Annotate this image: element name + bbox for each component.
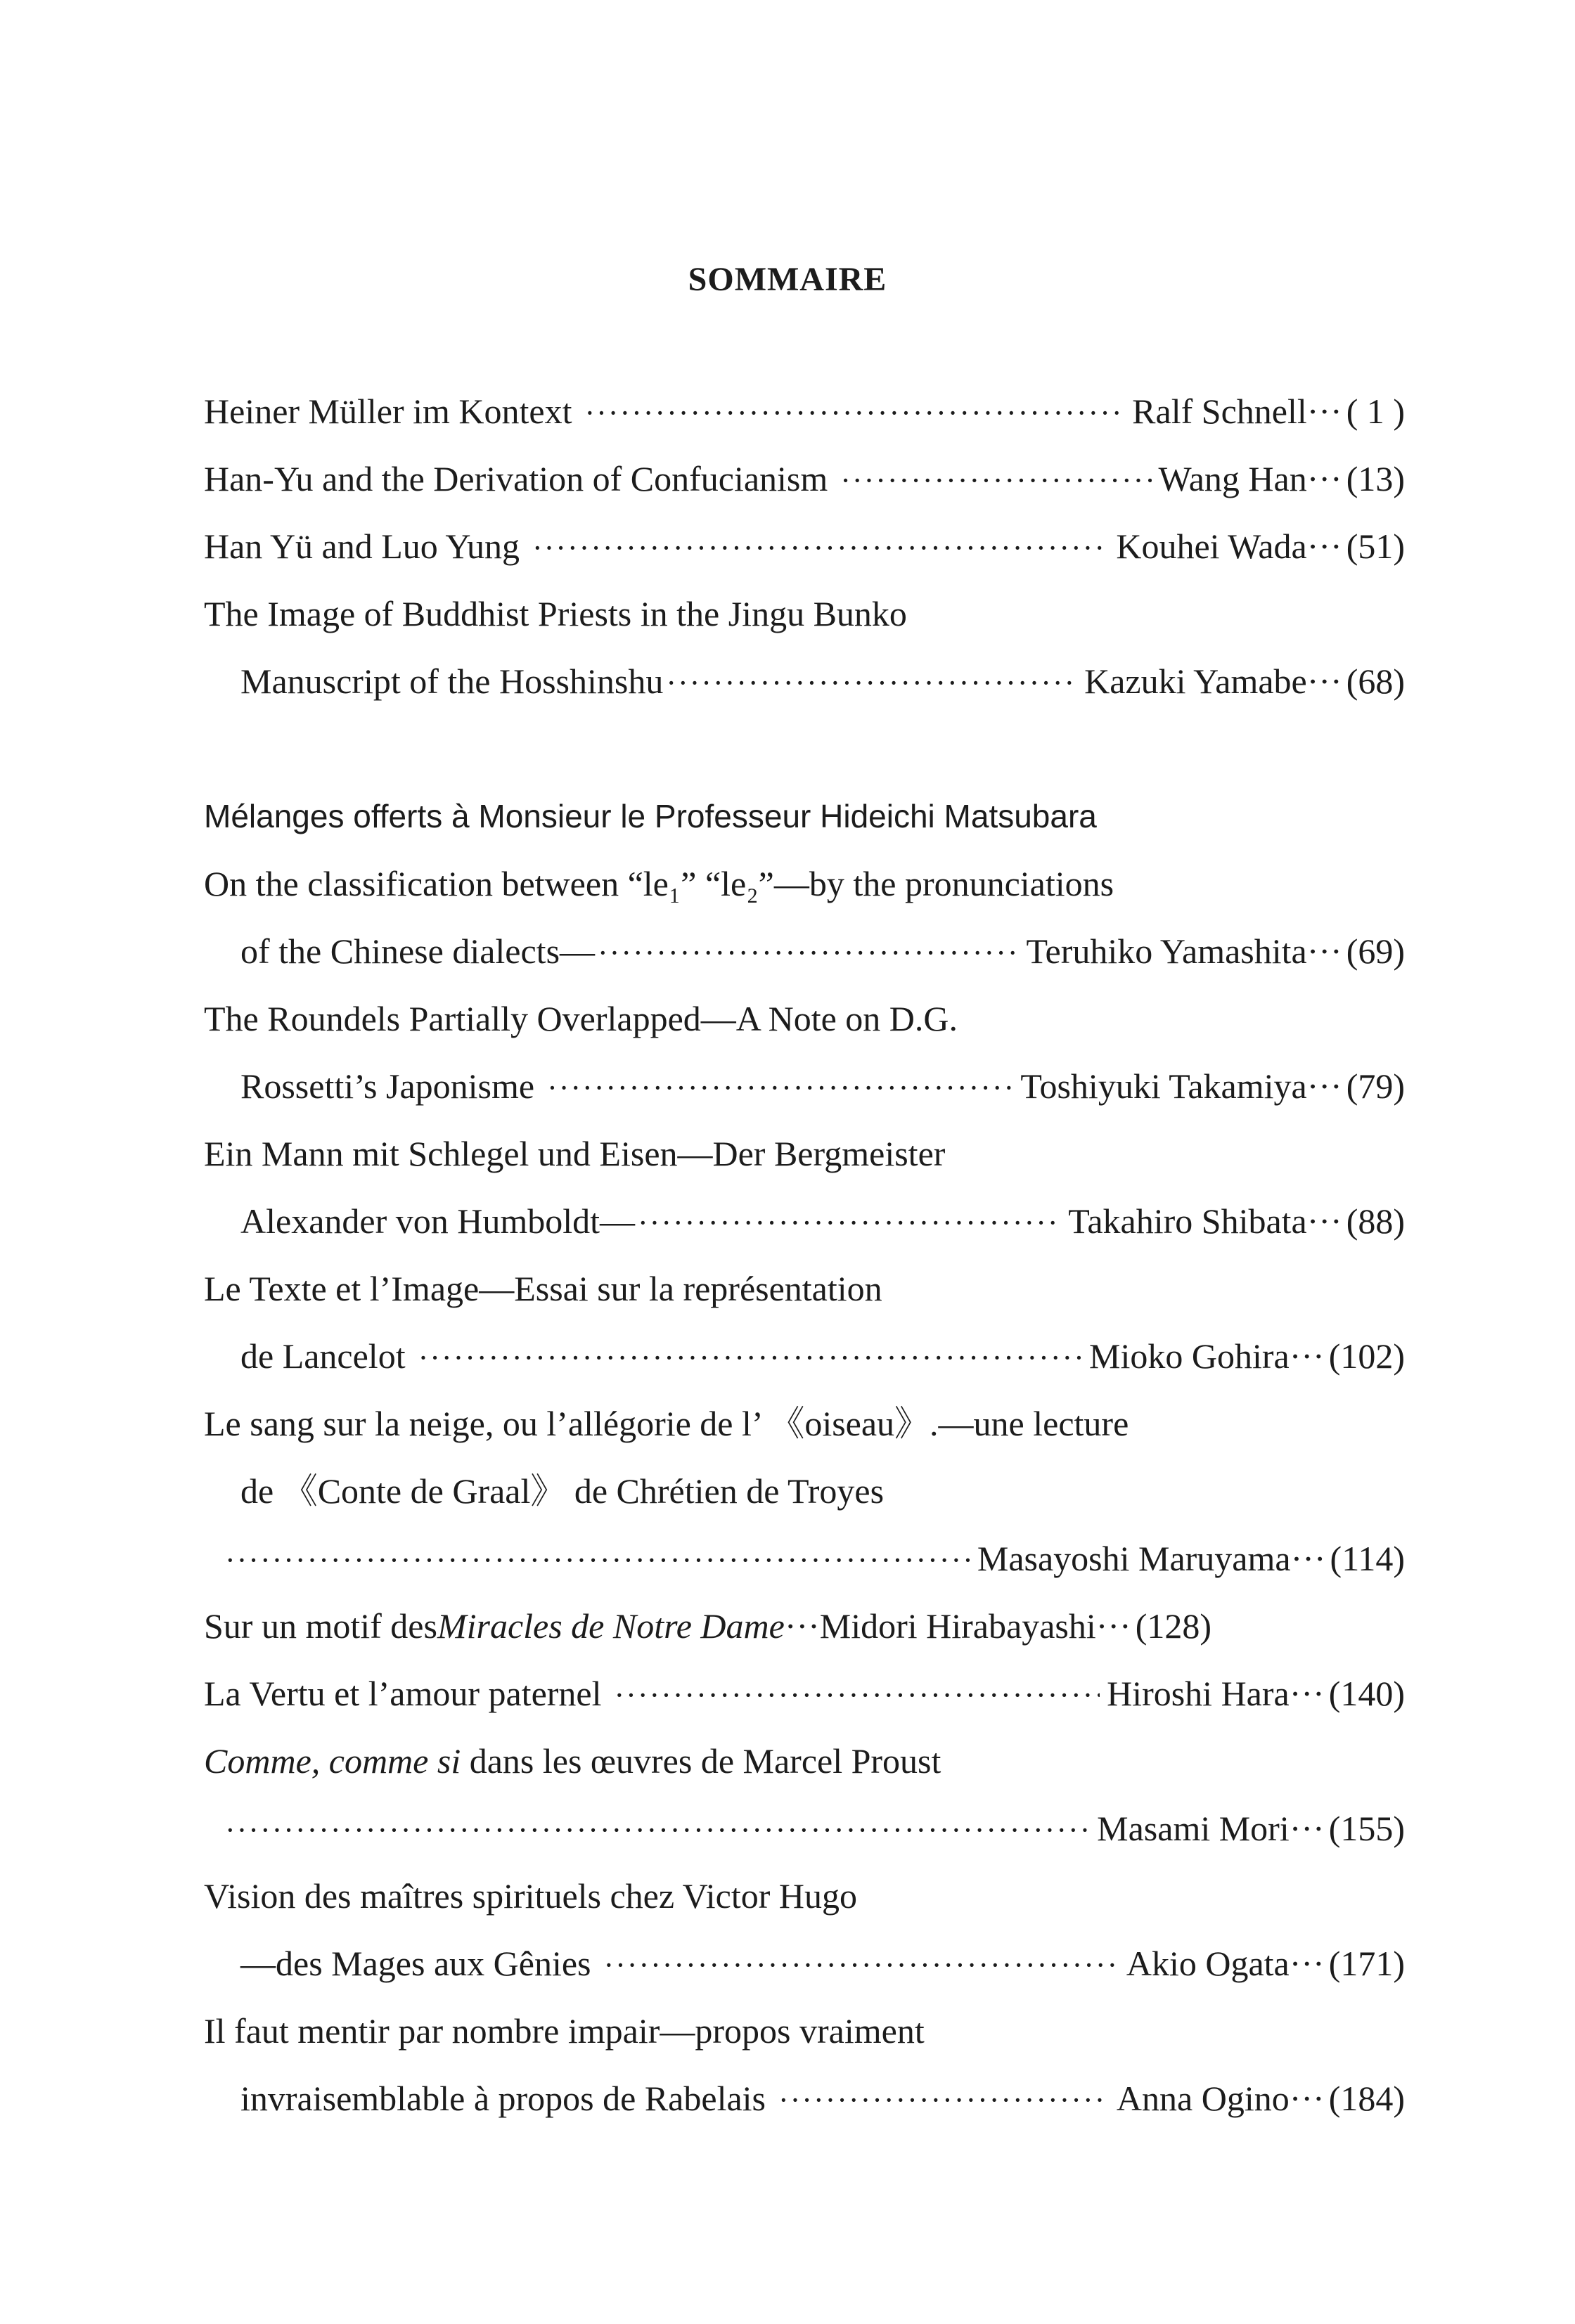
entry-title-continued: invraisemblable à propos de Rabelais	[240, 2079, 766, 2118]
entry-page: (69)	[1346, 931, 1405, 971]
entry-author: Masami Mori	[1097, 1809, 1290, 1848]
entry-title: Le sang sur la neige, ou l’allégorie de l’ 《oiseau》.—une lecture	[204, 1404, 1129, 1443]
toc-entry-title-line	[204, 589, 1405, 638]
toc-entry	[204, 522, 1405, 571]
ellipsis: ···	[1289, 1336, 1325, 1376]
toc-entry-title-line	[204, 1736, 1405, 1786]
dot-leader	[225, 1804, 1090, 1855]
page-title: SOMMAIRE	[688, 261, 887, 298]
dot-leader	[638, 1196, 1061, 1248]
entry-title: dans les œuvres de Marcel Proust	[461, 1741, 941, 1781]
ellipsis: ···	[1289, 2079, 1325, 2118]
ellipsis: ···	[1289, 1674, 1325, 1713]
toc-entry	[204, 454, 1405, 503]
dot-leader	[418, 1331, 1082, 1383]
entry-title: Han Yü and Luo Yung	[204, 527, 520, 566]
toc-entry	[204, 387, 1405, 436]
entry-title-continued: Manuscript of the Hosshinshu	[240, 661, 664, 701]
ellipsis: ···	[1289, 1809, 1325, 1848]
entry-author: Toshiyuki Takamiya	[1020, 1066, 1307, 1106]
entry-page: (88)	[1346, 1201, 1405, 1241]
entry-title-continued: of the Chinese dialects—	[240, 931, 596, 971]
toc-entry	[240, 1196, 1405, 1246]
entry-title-continued: Alexander von Humboldt—	[240, 1201, 636, 1241]
toc-entry	[240, 927, 1405, 976]
entry-author: Anna Ogino	[1116, 2079, 1290, 2118]
entry-title: The Image of Buddhist Priests in the Jingu Bunko	[204, 594, 907, 633]
toc-entry-title-line	[204, 1399, 1405, 1448]
toc-entry	[240, 2074, 1405, 2123]
entry-author: Akio Ogata	[1126, 1944, 1290, 1983]
entry-author: Wang Han	[1158, 459, 1307, 498]
entry-page: (102)	[1328, 1336, 1405, 1376]
entry-title: On the classification between “le₁” “le₂”—by the pronunciations	[204, 864, 1114, 903]
entry-page: (155)	[1328, 1809, 1405, 1848]
entry-author: Kouhei Wada	[1116, 527, 1307, 566]
entry-title-italic: Comme, comme si	[204, 1741, 461, 1781]
ellipsis: ···	[1306, 1201, 1342, 1241]
entry-title: Vision des maîtres spirituels chez Victor Hugo	[204, 1876, 858, 1916]
dot-leader	[598, 927, 1019, 978]
ellipsis: ···	[1306, 661, 1342, 701]
entry-title: The Roundels Partially Overlapped—A Note on D.G.	[204, 999, 958, 1038]
entry-title: Il faut mentir par nombre impair—propos vraiment	[204, 2011, 925, 2051]
entry-author: Masayoshi Maruyama	[977, 1539, 1291, 1578]
toc-entry-title-line	[204, 1264, 1405, 1313]
dot-leader	[547, 1061, 1013, 1113]
entry-title: La Vertu et l’amour paternel	[204, 1674, 602, 1713]
entry-page: (114)	[1330, 1539, 1405, 1578]
entry-page: (13)	[1346, 459, 1405, 498]
entry-page: (51)	[1346, 527, 1405, 566]
dot-leader	[666, 657, 1077, 708]
entry-author: Mioko Gohira	[1089, 1336, 1290, 1376]
ellipsis: ···	[1095, 1606, 1131, 1646]
ellipsis: ···	[1306, 527, 1342, 566]
toc-entry-title-line	[204, 859, 1405, 908]
ellipsis: ···	[1306, 459, 1342, 498]
entry-title-continued: de Lancelot	[240, 1336, 406, 1376]
toc-entry-title-line	[204, 994, 1405, 1043]
toc-entry	[225, 1534, 1405, 1583]
ellipsis: ···	[1306, 392, 1342, 431]
entry-page: (128)	[1135, 1606, 1211, 1646]
section-heading: Mélanges offerts à Monsieur le Professeur Hideichi Matsubara	[204, 798, 1097, 834]
entry-title: Sur un motif des	[204, 1606, 437, 1646]
entry-page: (171)	[1328, 1944, 1405, 1983]
entry-page: (184)	[1328, 2079, 1405, 2118]
entry-author: Takahiro Shibata	[1068, 1201, 1307, 1241]
entry-page: (79)	[1346, 1066, 1405, 1106]
toc-entry-title-line	[240, 1466, 1405, 1516]
toc-entry	[240, 657, 1405, 706]
toc-entry	[204, 1601, 1405, 1651]
ellipsis: ···	[784, 1606, 820, 1646]
dot-leader	[778, 2074, 1110, 2125]
entry-page: (140)	[1328, 1674, 1405, 1713]
dot-leader	[532, 522, 1109, 573]
dot-leader	[840, 454, 1151, 505]
entry-title-continued: de 《Conte de Graal》 de Chrétien de Troyes	[240, 1471, 885, 1511]
toc-entry-title-line	[204, 2006, 1405, 2055]
entry-title-italic: Miracles de Notre Dame	[437, 1606, 785, 1646]
entry-title: Han-Yu and the Derivation of Confucianism	[204, 459, 828, 498]
entry-page: ( 1 )	[1346, 392, 1405, 431]
entry-author: Kazuki Yamabe	[1084, 661, 1307, 701]
entry-author: Midori Hirabayashi	[819, 1606, 1096, 1646]
entry-author: Hiroshi Hara	[1107, 1674, 1290, 1713]
ellipsis: ···	[1306, 1066, 1342, 1106]
toc-entry	[240, 1061, 1405, 1111]
ellipsis: ···	[1290, 1539, 1326, 1578]
toc-entry	[240, 1331, 1405, 1381]
toc-entry	[240, 1939, 1405, 1988]
dot-leader	[604, 1939, 1119, 1990]
entry-title: Heiner Müller im Kontext	[204, 392, 572, 431]
toc-entry	[225, 1804, 1405, 1853]
toc-entry	[204, 1669, 1405, 1718]
toc-entry-title-line	[204, 1129, 1405, 1178]
dot-leader	[615, 1669, 1100, 1720]
entry-title-continued: Rossetti’s Japonisme	[240, 1066, 535, 1106]
entry-title: Ein Mann mit Schlegel und Eisen—Der Bergmeister	[204, 1134, 946, 1173]
entry-page: (68)	[1346, 661, 1405, 701]
entry-title-continued: —des Mages aux Gênies	[240, 1944, 591, 1983]
entry-author: Ralf Schnell	[1132, 392, 1307, 431]
ellipsis: ···	[1306, 931, 1342, 971]
entry-title: Le Texte et l’Image—Essai sur la représentation	[204, 1269, 882, 1308]
ellipsis: ···	[1289, 1944, 1325, 1983]
toc-entry-title-line	[204, 1871, 1405, 1920]
entry-author: Teruhiko Yamashita	[1026, 931, 1307, 971]
dot-leader	[225, 1534, 970, 1585]
dot-leader	[585, 387, 1126, 438]
